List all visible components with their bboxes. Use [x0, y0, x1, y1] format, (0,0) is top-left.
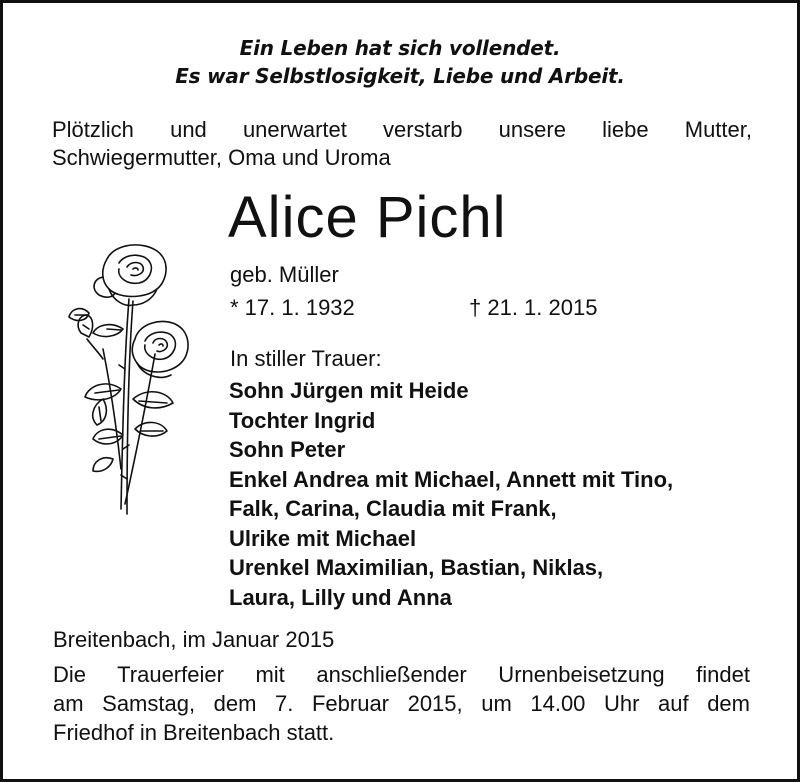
maiden-name: geb. Müller	[230, 262, 339, 287]
birth-date: * 17. 1. 1932	[230, 295, 355, 320]
mourner-line: Urenkel Maximilian, Bastian, Niklas,	[229, 555, 604, 580]
mourner-line: Ulrike mit Michael	[229, 525, 417, 551]
mourners-list	[229, 376, 673, 612]
mourner-line: Laura, Lilly und Anna	[229, 584, 452, 610]
mourning-label: In stiller Trauer:	[230, 346, 382, 371]
mourner-line: Enkel Andrea mit Michael, Annett mit Tino,	[229, 466, 674, 492]
place-date: Breitenbach, im Januar 2015	[53, 627, 335, 652]
mourner-line: Sohn Jürgen mit Heide	[229, 378, 469, 403]
motto-line-1: Ein Leben hat sich vollendet.	[239, 36, 561, 60]
ceremony-line-2: am Samstag, dem 7. Februar 2015, um 14.00 Uhr auf dem	[53, 691, 750, 716]
intro-line-1: Plötzlich und unerwartet verstarb unsere liebe Mutter,	[52, 117, 752, 142]
motto-line-2: Es war Selbstlosigkeit, Liebe und Arbeit.	[175, 64, 625, 88]
mourner-line: Falk, Carina, Claudia mit Frank,	[229, 496, 557, 521]
ceremony-line-1: Die Trauerfeier mit anschließender Urnenbeisetzung findet	[53, 662, 750, 687]
deceased-name: Alice Pichl	[228, 185, 507, 250]
death-date: † 21. 1. 2015	[469, 295, 598, 320]
mourner-line: Sohn Peter	[229, 437, 346, 462]
ceremony-line-3: Friedhof in Breitenbach statt.	[53, 720, 335, 745]
mourner-line: Tochter Ingrid	[229, 407, 376, 433]
rose-illustration-icon	[63, 229, 203, 529]
intro-line-2: Schwiegermutter, Oma und Uroma	[52, 145, 391, 170]
